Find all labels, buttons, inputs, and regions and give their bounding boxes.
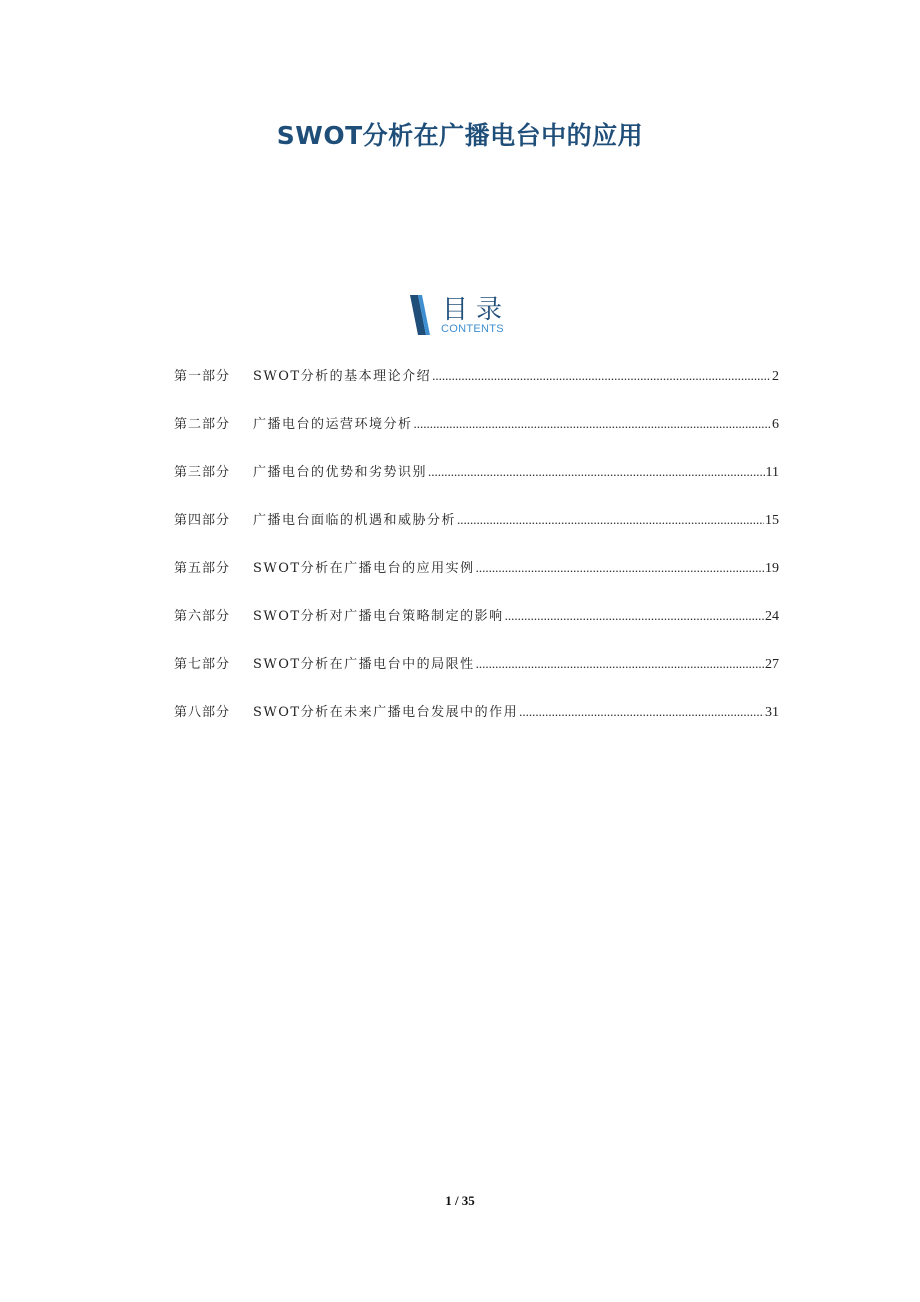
document-title: SWOT分析在广播电台中的应用 — [276, 121, 644, 150]
toc-leader-dots — [432, 368, 771, 384]
toc-entry-4[interactable] — [174, 509, 779, 557]
toc-subtitle: CONTENTS — [441, 323, 504, 335]
toc-page-number: 27 — [765, 657, 779, 672]
toc-leader-dots — [476, 560, 764, 576]
toc-book-icon — [408, 295, 432, 337]
toc-entry-2[interactable] — [174, 413, 779, 461]
toc-page-number: 24 — [765, 609, 779, 624]
toc-entry-title: 广播电台的运营环境分析 — [253, 417, 413, 432]
toc-entry-title: 广播电台面临的机遇和威胁分析 — [253, 513, 457, 528]
toc-entry-title: SWOT分析在广播电台中的局限性 — [253, 657, 475, 672]
toc-part-label: 第七部分 — [174, 657, 231, 672]
toc-part-label: 第三部分 — [174, 465, 231, 480]
toc-part-label: 第一部分 — [174, 369, 231, 384]
toc-entry-3[interactable] — [174, 461, 779, 509]
toc-entry-1[interactable] — [174, 365, 779, 413]
toc-part-label: 第八部分 — [174, 705, 231, 720]
toc-part-label: 第二部分 — [174, 417, 231, 432]
toc-page-number: 15 — [765, 513, 779, 528]
toc-entry-8[interactable] — [174, 701, 779, 749]
toc-entry-5[interactable] — [174, 557, 779, 605]
toc-header — [408, 293, 528, 339]
toc-entry-title: SWOT分析对广播电台策略制定的影响 — [253, 609, 504, 624]
toc-list — [174, 365, 779, 749]
toc-entry-7[interactable] — [174, 653, 779, 701]
toc-leader-dots — [519, 704, 764, 720]
toc-entry-title: SWOT分析在未来广播电台发展中的作用 — [253, 705, 519, 720]
toc-entry-6[interactable] — [174, 605, 779, 653]
toc-entry-title: SWOT分析的基本理论介绍 — [253, 369, 432, 384]
page-indicator: 1 / 35 — [445, 1193, 475, 1208]
toc-leader-dots — [428, 464, 765, 480]
toc-part-label: 第六部分 — [174, 609, 231, 624]
toc-part-label: 第五部分 — [174, 561, 231, 576]
toc-leader-dots — [476, 656, 764, 672]
toc-entry-title: 广播电台的优势和劣势识别 — [253, 465, 428, 480]
toc-title: 目录 — [442, 295, 511, 325]
toc-part-label: 第四部分 — [174, 513, 231, 528]
toc-page-number: 31 — [765, 705, 779, 720]
toc-page-number: 11 — [765, 465, 779, 480]
toc-leader-dots — [414, 416, 771, 432]
toc-page-number: 2 — [772, 369, 779, 384]
toc-page-number: 19 — [765, 561, 779, 576]
toc-page-number: 6 — [772, 417, 779, 432]
toc-leader-dots — [505, 608, 764, 624]
toc-entry-title: SWOT分析在广播电台的应用实例 — [253, 561, 475, 576]
toc-leader-dots — [457, 512, 764, 528]
